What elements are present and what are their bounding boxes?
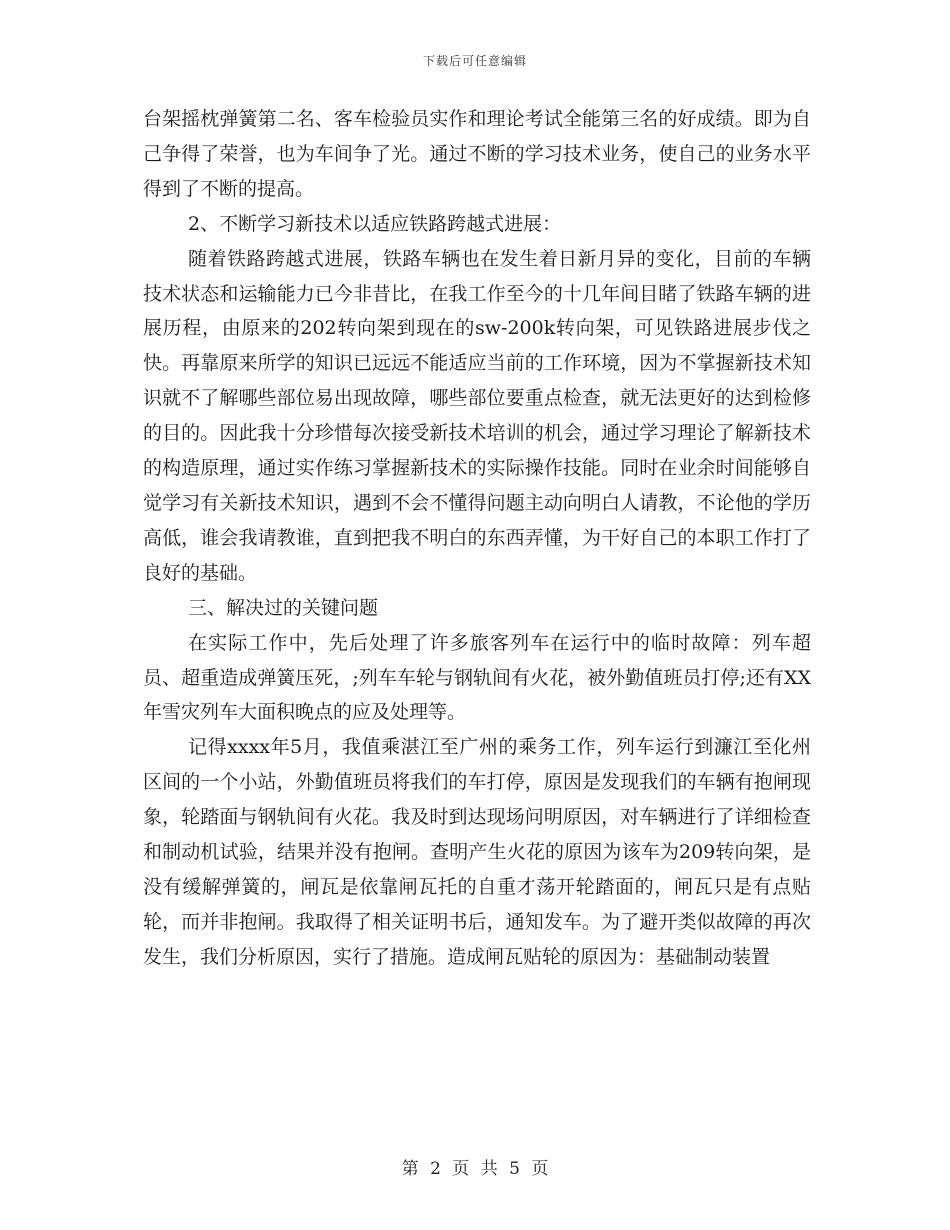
paragraph-3: 随着铁路跨越式进展，铁路车辆也在发生着日新月异的变化，目前的车辆技术状态和运输能力已今非昔比，在我工作至今的十几年间目睹了铁路车辆的进展历程，由原来的202转向架到现在的sw-200k转向架，可见铁路进展步伐之快。再靠原来所学的知识已远远不能适应当前的工作环境，因为不掌握新技术知识就不了解哪些部位易出现故障，哪些部位要重点检查，就无法更好的达到检修的目的。因此我十分珍惜每次接受新技术培训的机会，通过学习理论了解新技术的构造原理，通过实作练习掌握新技术的实际操作技能。同时在业余时间能够自觉学习有关新技术知识，遇到不会不懂得问题主动向明白人请教，不论他的学历高低，谁会我请教谁，直到把我不明白的东西弄懂，为干好自己的本职工作打了良好的基础。 <box>143 247 811 584</box>
document-body <box>143 102 811 975</box>
paragraph-5: 在实际工作中，先后处理了许多旅客列车在运行中的临时故障：列车超员、超重造成弹簧压死，;列车车轮与钢轨间有火花，被外勤值班员打停;还有XX年雪灾列车大面积晚点的应及处理等。 <box>143 631 811 724</box>
page-header: 下载后可任意编辑 <box>422 54 527 68</box>
paragraph-1: 台架摇枕弹簧第二名、客车检验员实作和理论考试全能第三名的好成绩。即为自己争得了荣誉，也为车间争了光。通过不断的学习技术业务，使自己的业务水平得到了不断的提高。 <box>143 108 811 200</box>
paragraph-4: 三、解决过的关键问题 <box>188 596 379 619</box>
paragraph-6: 记得xxxx年5月，我值乘湛江至广州的乘务工作，列车运行到濂江至化州区间的一个小站，外勤值班员将我们的车打停，原因是发现我们的车辆有抱闸现象，轮踏面与钢轨间有火花。我及时到达现场问明原因，对车辆进行了详细检查和制动机试验，结果并没有抱闸。查明产生火花的原因为该车为209转向架，是没有缓解弹簧的，闸瓦是依靠闸瓦托的自重才荡开轮踏面的，闸瓦只是有点贴轮，而并非抱闸。我取得了相关证明书后，通知发车。为了避开类似故障的再次发生，我们分析原因，实行了措施。造成闸瓦贴轮的原因为：基础制动装置 <box>143 736 811 968</box>
paragraph-2: 2、不断学习新技术以适应铁路跨越式进展： <box>188 212 562 235</box>
page-footer: 第 2 页 共 5 页 <box>401 1159 549 1179</box>
